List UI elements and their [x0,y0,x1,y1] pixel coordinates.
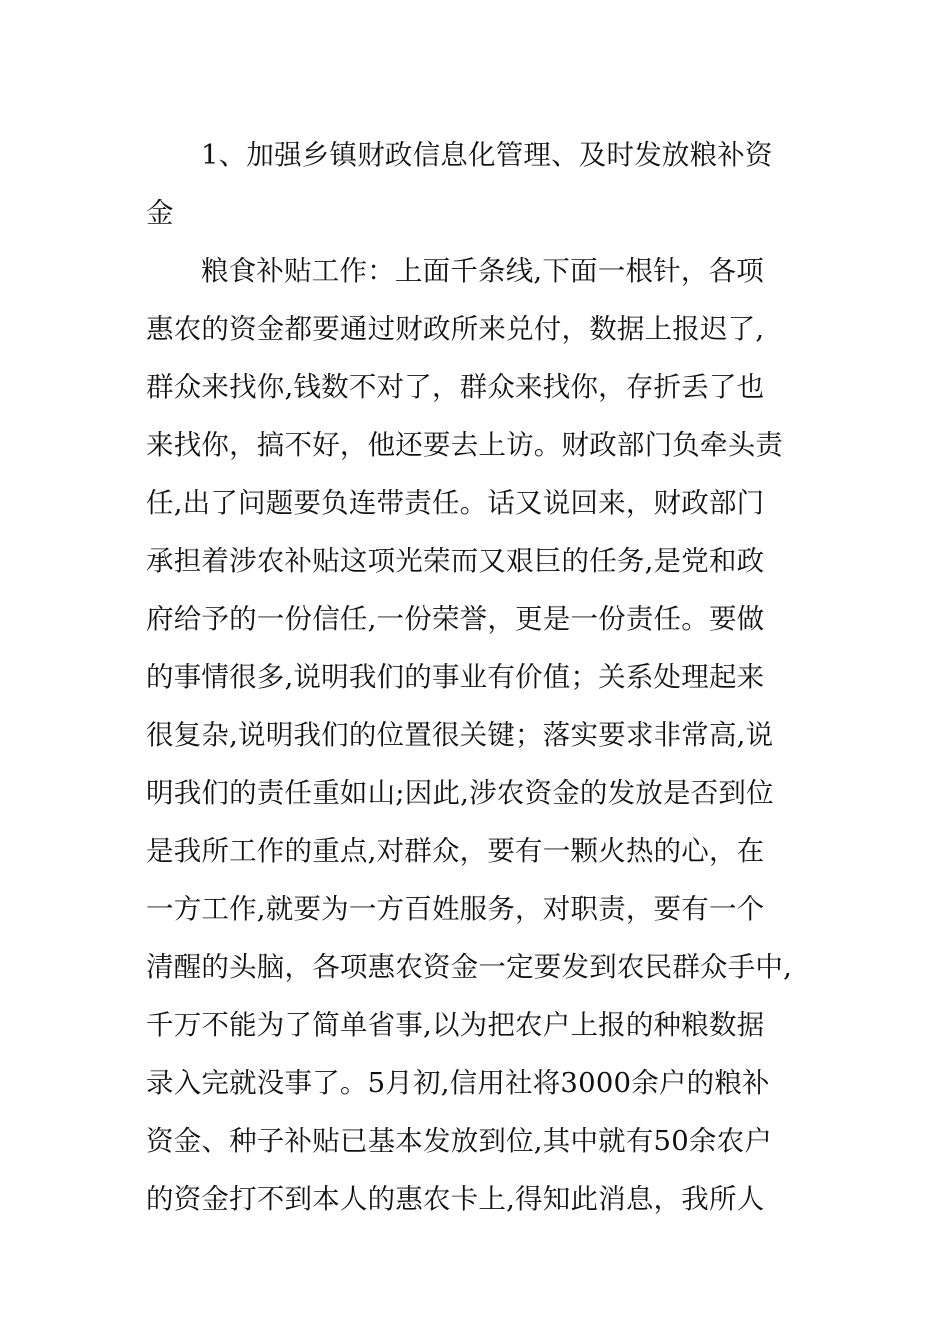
paragraph-line: 明我们的责任重如山;因此,涉农资金的发放是否到位 [146,777,774,809]
heading-line-1: 1、加强乡镇财政信息化管理、及时发放粮补资 [201,139,773,171]
paragraph-line: 府给予的一份信任,一份荣誉，更是一份责任。要做 [146,603,765,635]
paragraph-line: 来找你，搞不好，他还要去上访。财政部门负牵头责 [146,429,784,461]
paragraph-line: 群众来找你,钱数不对了，群众来找你，存折丢了也 [146,371,765,403]
paragraph-line: 是我所工作的重点,对群众，要有一颗火热的心，在 [146,835,765,867]
heading-line-2: 金 [146,197,174,229]
paragraph-line: 一方工作,就要为一方百姓服务，对职责，要有一个 [146,893,765,925]
paragraph-line: 清醒的头脑，各项惠农资金一定要发到农民群众手中, [146,951,793,983]
paragraph-line: 惠农的资金都要通过财政所来兑付，数据上报迟了, [146,313,765,345]
paragraph-line: 很复杂,说明我们的位置很关键；落实要求非常高,说 [146,719,774,751]
paragraph-line: 的资金打不到本人的惠农卡上,得知此消息，我所人 [146,1183,765,1215]
paragraph-line: 粮食补贴工作：上面千条线,下面一根针，各项 [201,255,764,287]
paragraph-line: 任,出了问题要负连带责任。话又说回来，财政部门 [146,487,765,519]
paragraph-line: 资金、种子补贴已基本发放到位,其中就有50余农户 [146,1125,773,1157]
paragraph-line: 的事情很多,说明我们的事业有价值；关系处理起来 [146,661,765,693]
paragraph-line: 录入完就没事了。5月初,信用社将3000余户的粮补 [146,1067,770,1099]
paragraph-line: 承担着涉农补贴这项光荣而又艰巨的任务,是党和政 [146,545,765,577]
paragraph-line: 千万不能为了简单省事,以为把农户上报的种粮数据 [146,1009,765,1041]
